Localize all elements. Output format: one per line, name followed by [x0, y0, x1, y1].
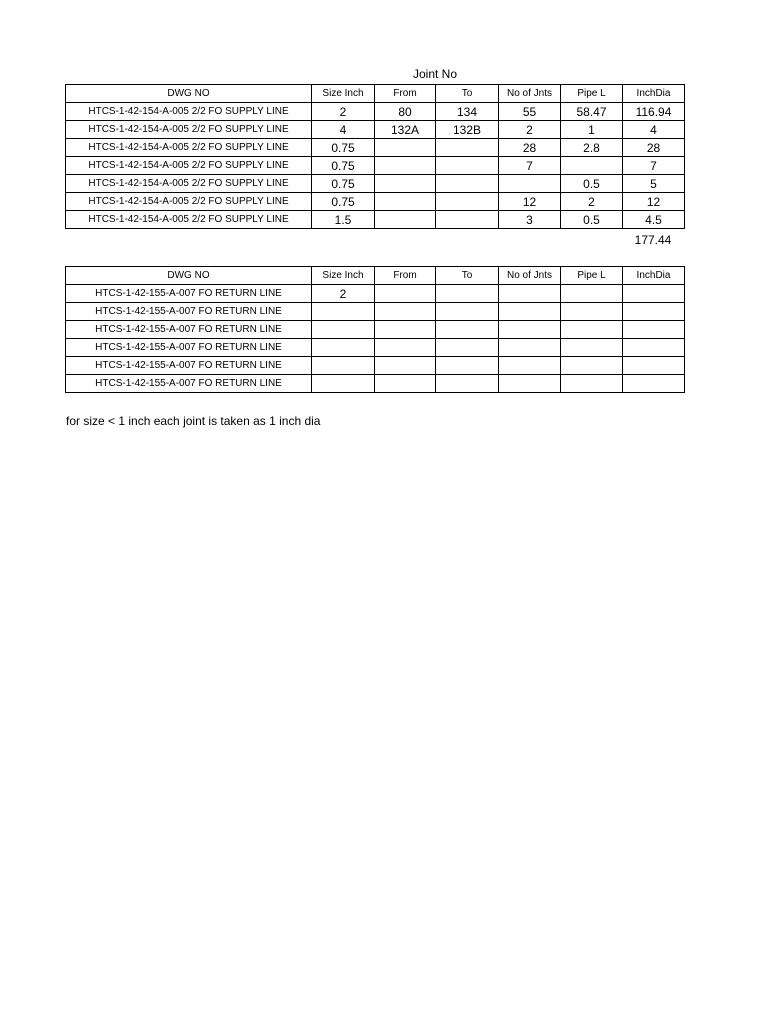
to-cell	[436, 285, 499, 303]
size-cell: 1.5	[312, 211, 375, 229]
size-cell	[312, 375, 375, 393]
from-cell: 80	[375, 103, 436, 121]
jnts-cell	[499, 175, 561, 193]
header-pipe-l: Pipe L	[561, 267, 623, 285]
supply-line-table	[65, 84, 685, 229]
to-cell	[436, 211, 499, 229]
size-cell: 4	[312, 121, 375, 139]
dia-cell	[623, 375, 685, 393]
size-cell: 0.75	[312, 175, 375, 193]
jnts-cell	[499, 285, 561, 303]
pipe-cell: 58.47	[561, 103, 623, 121]
table-row	[66, 193, 685, 211]
pipe-cell: 2.8	[561, 139, 623, 157]
size-cell: 0.75	[312, 193, 375, 211]
header-pipe-l: Pipe L	[561, 85, 623, 103]
dwg-cell: HTCS-1-42-155-A-007 FO RETURN LINE	[66, 339, 312, 357]
dwg-cell: HTCS-1-42-155-A-007 FO RETURN LINE	[66, 285, 312, 303]
dwg-cell: HTCS-1-42-154-A-005 2/2 FO SUPPLY LINE	[66, 121, 312, 139]
to-cell	[436, 303, 499, 321]
dwg-cell: HTCS-1-42-154-A-005 2/2 FO SUPPLY LINE	[66, 175, 312, 193]
jnts-cell: 3	[499, 211, 561, 229]
to-cell	[436, 175, 499, 193]
dia-cell: 28	[623, 139, 685, 157]
dwg-cell: HTCS-1-42-154-A-005 2/2 FO SUPPLY LINE	[66, 157, 312, 175]
jnts-cell: 12	[499, 193, 561, 211]
dwg-cell: HTCS-1-42-155-A-007 FO RETURN LINE	[66, 303, 312, 321]
dia-cell: 4.5	[623, 211, 685, 229]
jnts-cell: 7	[499, 157, 561, 175]
pipe-cell	[561, 375, 623, 393]
size-note: for size < 1 inch each joint is taken as 1 inch dia	[66, 414, 321, 428]
to-cell	[436, 339, 499, 357]
size-cell	[312, 339, 375, 357]
jnts-cell: 28	[499, 139, 561, 157]
jnts-cell: 2	[499, 121, 561, 139]
pipe-cell	[561, 157, 623, 175]
dia-cell	[623, 339, 685, 357]
dia-cell: 12	[623, 193, 685, 211]
jnts-cell	[499, 357, 561, 375]
from-cell	[375, 157, 436, 175]
table-row	[66, 321, 685, 339]
header-from: From	[375, 85, 436, 103]
to-cell	[436, 375, 499, 393]
table-row	[66, 211, 685, 229]
size-cell: 2	[312, 285, 375, 303]
pipe-cell: 2	[561, 193, 623, 211]
table-row	[66, 139, 685, 157]
table-row	[66, 339, 685, 357]
table-row	[66, 157, 685, 175]
dia-cell: 4	[623, 121, 685, 139]
pipe-cell	[561, 303, 623, 321]
size-cell: 0.75	[312, 139, 375, 157]
size-cell	[312, 357, 375, 375]
dia-cell	[623, 303, 685, 321]
to-cell: 134	[436, 103, 499, 121]
header-size-inch: Size Inch	[312, 267, 375, 285]
size-cell: 2	[312, 103, 375, 121]
inch-dia-total: 177.44	[634, 233, 672, 247]
pipe-cell	[561, 339, 623, 357]
from-cell	[375, 357, 436, 375]
dia-cell	[623, 357, 685, 375]
from-cell	[375, 339, 436, 357]
header-dwg-no: DWG NO	[66, 85, 312, 103]
from-cell: 132A	[375, 121, 436, 139]
jnts-cell	[499, 339, 561, 357]
jnts-cell	[499, 303, 561, 321]
to-cell	[436, 357, 499, 375]
pipe-cell	[561, 285, 623, 303]
from-cell	[375, 175, 436, 193]
header-inch-dia: InchDia	[623, 85, 685, 103]
from-cell	[375, 321, 436, 339]
from-cell	[375, 285, 436, 303]
pipe-cell: 0.5	[561, 175, 623, 193]
pipe-cell: 1	[561, 121, 623, 139]
size-cell: 0.75	[312, 157, 375, 175]
dwg-cell: HTCS-1-42-155-A-007 FO RETURN LINE	[66, 357, 312, 375]
return-line-table	[65, 266, 685, 393]
header-to: To	[436, 85, 499, 103]
to-cell: 132B	[436, 121, 499, 139]
jnts-cell: 55	[499, 103, 561, 121]
table-row	[66, 285, 685, 303]
pipe-cell	[561, 357, 623, 375]
dia-cell: 7	[623, 157, 685, 175]
size-cell	[312, 303, 375, 321]
header-size-inch: Size Inch	[312, 85, 375, 103]
dwg-cell: HTCS-1-42-155-A-007 FO RETURN LINE	[66, 375, 312, 393]
header-inch-dia: InchDia	[623, 267, 685, 285]
table-row	[66, 121, 685, 139]
from-cell	[375, 139, 436, 157]
table-row	[66, 103, 685, 121]
header-no-of-jnts: No of Jnts	[499, 85, 561, 103]
dia-cell	[623, 321, 685, 339]
pipe-cell	[561, 321, 623, 339]
joint-no-title: Joint No	[412, 67, 458, 81]
table-row	[66, 375, 685, 393]
table-header-row	[66, 85, 685, 103]
to-cell	[436, 157, 499, 175]
to-cell	[436, 321, 499, 339]
from-cell	[375, 211, 436, 229]
table-row	[66, 303, 685, 321]
header-no-of-jnts: No of Jnts	[499, 267, 561, 285]
dia-cell	[623, 285, 685, 303]
jnts-cell	[499, 321, 561, 339]
dia-cell: 5	[623, 175, 685, 193]
from-cell	[375, 303, 436, 321]
dwg-cell: HTCS-1-42-154-A-005 2/2 FO SUPPLY LINE	[66, 193, 312, 211]
size-cell	[312, 321, 375, 339]
jnts-cell	[499, 375, 561, 393]
table-row	[66, 357, 685, 375]
pipe-cell: 0.5	[561, 211, 623, 229]
dia-cell: 116.94	[623, 103, 685, 121]
table-row	[66, 175, 685, 193]
dwg-cell: HTCS-1-42-154-A-005 2/2 FO SUPPLY LINE	[66, 139, 312, 157]
to-cell	[436, 193, 499, 211]
dwg-cell: HTCS-1-42-154-A-005 2/2 FO SUPPLY LINE	[66, 103, 312, 121]
from-cell	[375, 375, 436, 393]
to-cell	[436, 139, 499, 157]
header-to: To	[436, 267, 499, 285]
table-header-row	[66, 267, 685, 285]
dwg-cell: HTCS-1-42-155-A-007 FO RETURN LINE	[66, 321, 312, 339]
header-from: From	[375, 267, 436, 285]
header-dwg-no: DWG NO	[66, 267, 312, 285]
dwg-cell: HTCS-1-42-154-A-005 2/2 FO SUPPLY LINE	[66, 211, 312, 229]
from-cell	[375, 193, 436, 211]
